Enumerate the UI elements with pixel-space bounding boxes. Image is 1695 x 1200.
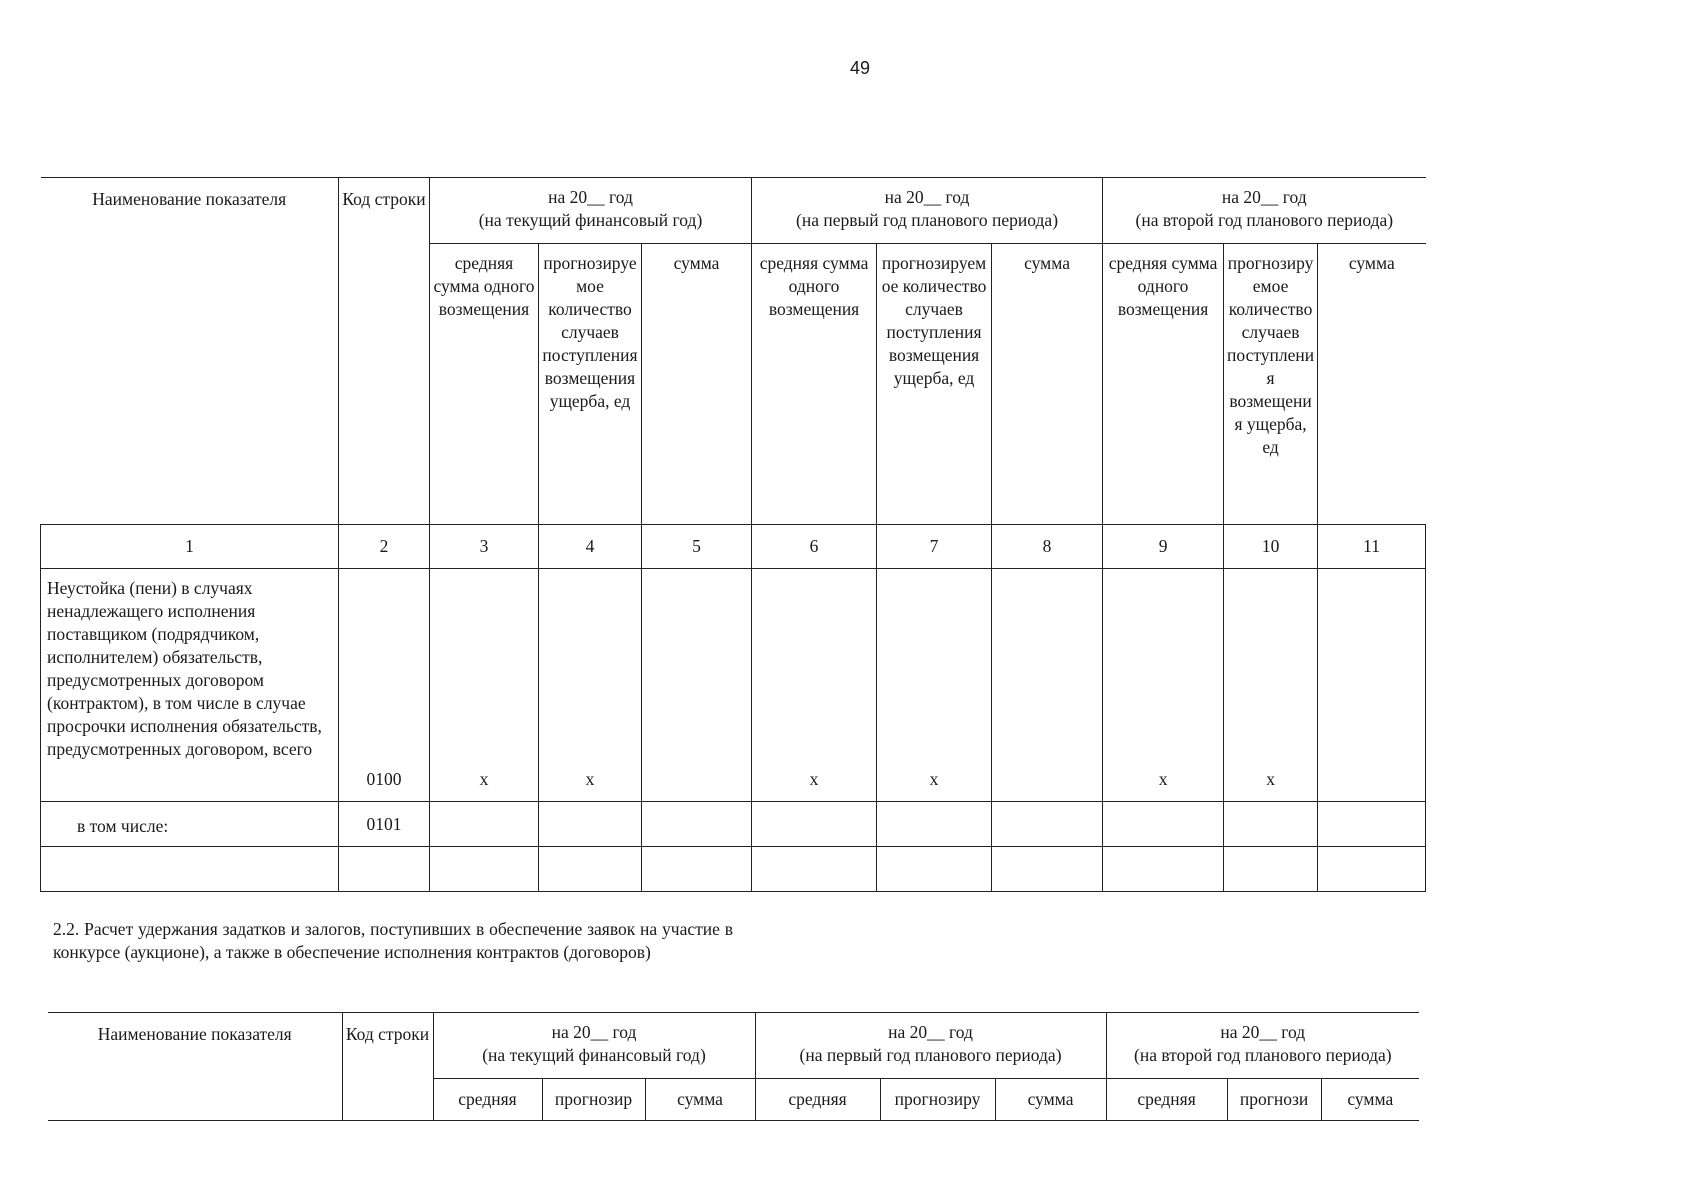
table-cell (1103, 802, 1224, 847)
table-cell (992, 847, 1103, 892)
column-number: 2 (339, 525, 430, 569)
table-cell (992, 802, 1103, 847)
table-cell (539, 802, 642, 847)
table-cell (539, 847, 642, 892)
subheader-forecast-count: прогнозиру (880, 1079, 995, 1121)
table-cell (992, 569, 1103, 802)
subheader-avg-sum: средняя (755, 1079, 880, 1121)
table-row (41, 802, 1426, 847)
table-cell: х (877, 569, 992, 802)
table-cell (1103, 847, 1224, 892)
column-number: 1 (41, 525, 339, 569)
row-name: в том числе: (41, 802, 339, 847)
subheader-forecast-count: прогнозируемое количество случаев поступления возмещения ущерба, ед (539, 244, 642, 525)
row-name: Неустойка (пени) в случаях ненадлежащего исполнения поставщиком (подрядчиком, исполнителем) обязательств, предусмотренных договором (контрактом), в том числе в случае просрочки исполнения обязательств, предусмотренных договором, всего (41, 569, 339, 802)
subheader-avg-sum: средняя сумма одного возмещения (1103, 244, 1224, 525)
year-subtitle: (на первый год планового периода) (799, 1045, 1062, 1065)
header-year-current (433, 1013, 755, 1079)
table-cell (1224, 802, 1318, 847)
column-number: 11 (1318, 525, 1426, 569)
row-code (339, 847, 430, 892)
year-title: на 20__ год (548, 187, 633, 207)
subheader-sum: сумма (1321, 1079, 1419, 1121)
subheader-avg-sum: средняя сумма одного возмещения (752, 244, 877, 525)
table-cell (642, 847, 752, 892)
year-subtitle: (на второй год планового периода) (1135, 210, 1394, 230)
year-subtitle: (на текущий финансовый год) (478, 210, 703, 230)
year-title: на 20__ год (1221, 187, 1307, 207)
column-number: 4 (539, 525, 642, 569)
year-title: на 20__ год (884, 187, 970, 207)
column-number: 9 (1103, 525, 1224, 569)
year-subtitle: (на первый год планового периода) (796, 210, 1059, 230)
header-name: Наименование показателя (41, 178, 339, 525)
subheader-sum: сумма (1318, 244, 1426, 525)
column-number: 7 (877, 525, 992, 569)
subheader-avg-sum: средняя (433, 1079, 542, 1121)
table-cell (430, 847, 539, 892)
column-number: 6 (752, 525, 877, 569)
subheader-sum: сумма (642, 244, 752, 525)
subheader-sum: сумма (645, 1079, 755, 1121)
header-year-first-plan (752, 178, 1103, 244)
subheader-avg-sum: средняя (1106, 1079, 1227, 1121)
column-number: 5 (642, 525, 752, 569)
header-name: Наименование показателя (48, 1013, 342, 1121)
table-cell (752, 802, 877, 847)
table-cell (1318, 847, 1426, 892)
column-number: 10 (1224, 525, 1318, 569)
column-number: 8 (992, 525, 1103, 569)
year-subtitle: (на текущий финансовый год) (482, 1045, 706, 1065)
table-cell (1318, 802, 1426, 847)
subheader-forecast-count: прогнози (1227, 1079, 1321, 1121)
subheader-forecast-count: прогнозируемое количество случаев поступления возмещения ущерба, ед (1224, 244, 1318, 525)
subheader-forecast-count: прогнозируемое количество случаев поступления возмещения ущерба, ед (877, 244, 992, 525)
year-title: на 20__ год (551, 1022, 637, 1042)
table-cell (1318, 569, 1426, 802)
year-subtitle: (на второй год планового периода) (1134, 1045, 1392, 1065)
row-code: 0101 (339, 802, 430, 847)
table-cell: х (430, 569, 539, 802)
table-row (41, 569, 1426, 802)
deposits-table (48, 1012, 1419, 1121)
table-row (41, 847, 1426, 892)
table-cell: х (539, 569, 642, 802)
page-number: 49 (849, 58, 871, 78)
subheader-forecast-count: прогнозир (542, 1079, 645, 1121)
table-cell (642, 569, 752, 802)
table-cell (1224, 847, 1318, 892)
year-title: на 20__ год (888, 1022, 973, 1042)
table-cell (430, 802, 539, 847)
year-title: на 20__ год (1220, 1022, 1306, 1042)
subheader-sum: сумма (995, 1079, 1106, 1121)
column-number: 3 (430, 525, 539, 569)
table-cell: х (1103, 569, 1224, 802)
header-code: Код строки (339, 178, 430, 525)
table-cell (877, 802, 992, 847)
indicators-table (40, 177, 1426, 892)
header-code: Код строки (342, 1013, 433, 1121)
row-code: 0100 (339, 569, 430, 802)
header-year-second-plan (1106, 1013, 1419, 1079)
subheader-sum: сумма (992, 244, 1103, 525)
row-name (41, 847, 339, 892)
table-cell: х (752, 569, 877, 802)
table-cell (877, 847, 992, 892)
table-cell (752, 847, 877, 892)
header-year-first-plan (755, 1013, 1106, 1079)
table-cell (642, 802, 752, 847)
table-cell: х (1224, 569, 1318, 802)
header-year-current (430, 178, 752, 244)
header-year-second-plan (1103, 178, 1426, 244)
subheader-avg-sum: средняя сумма одного возмещения (430, 244, 539, 525)
section-title: 2.2. Расчет удержания задатков и залогов, поступивших в обеспечение заявок на участие в конкурсе (аукционе), а также в обеспечение исполнения контрактов (договоров) (53, 919, 733, 962)
